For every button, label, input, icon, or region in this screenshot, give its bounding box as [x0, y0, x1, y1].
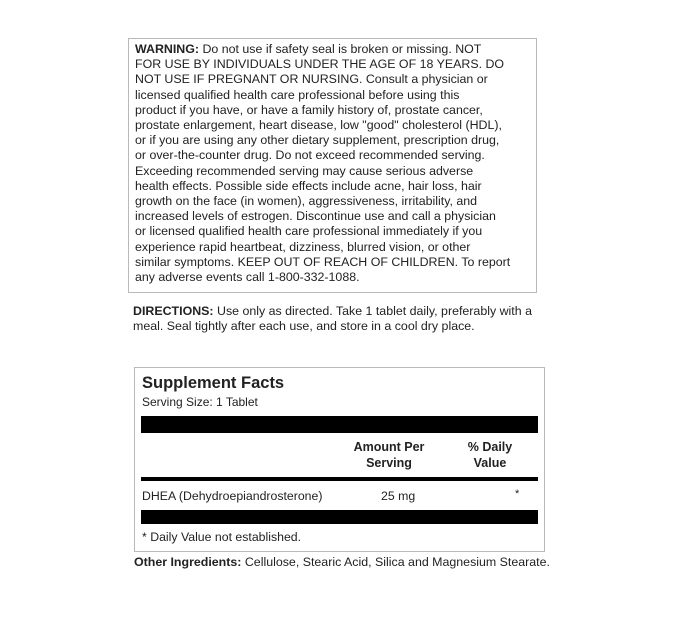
warning-line: product if you have, or have a family history of, prostate cancer, — [135, 102, 483, 117]
dv-header-line2: Value — [473, 456, 507, 470]
warning-line: or over-the-counter drug. Do not exceed recommended serving. — [135, 148, 485, 163]
warning-line — [135, 42, 530, 57]
ingredient-name: DHEA (Dehydroepiandrosterone) — [142, 489, 323, 503]
other-ingredients-text: Cellulose, Stearic Acid, Silica and Magnesium Stearate. — [241, 555, 550, 569]
warning-text: Do not use if safety seal is broken or missing. NOT — [199, 42, 482, 56]
supplement-facts-panel — [134, 367, 545, 552]
warning-line: prostate enlargement, heart disease, low "good" cholesterol (HDL), — [135, 118, 502, 133]
warning-line: or if you are using any other dietary supplement, prescription drug, — [135, 133, 500, 148]
warning-line: any adverse events call 1-800-332-1088. — [135, 270, 360, 285]
other-ingredients-paragraph — [134, 555, 554, 570]
warning-panel — [128, 38, 537, 293]
dv-header-line1: % Daily — [467, 440, 513, 454]
directions-text: Use only as directed. Take 1 tablet daily, preferably with a meal. Seal tightly after each use, and store in a cool dry place. — [133, 304, 532, 334]
serving-size: Serving Size: 1 Tablet — [142, 395, 258, 409]
warning-line: or licensed qualified health care professional immediately if you — [135, 224, 483, 239]
daily-value-header — [455, 439, 525, 471]
supplement-facts-title: Supplement Facts — [142, 374, 285, 392]
other-ingredients-label: Other Ingredients: — [134, 555, 242, 569]
ingredient-daily-value: * — [515, 488, 520, 500]
warning-line: health effects. Possible side effects include acne, hair loss, hair — [135, 178, 482, 193]
amount-header-line1: Amount Per — [353, 440, 425, 454]
warning-line: licensed qualified health care professional before using this — [135, 87, 460, 102]
directions-paragraph — [133, 304, 553, 334]
warning-line: Exceeding recommended serving may cause serious adverse — [135, 163, 474, 178]
bottom-divider-bar — [141, 510, 538, 524]
warning-line: growth on the face (in women), aggressiveness, irritability, and — [135, 194, 478, 209]
amount-per-serving-header — [345, 439, 433, 471]
header-divider-bar — [141, 477, 538, 481]
warning-line: experience rapid heartbeat, dizziness, blurred vision, or other — [135, 239, 471, 254]
amount-header-line2: Serving — [366, 456, 412, 470]
top-divider-bar — [141, 416, 538, 433]
warning-line: similar symptoms. KEEP OUT OF REACH OF CHILDREN. To report — [135, 254, 511, 269]
directions-label: DIRECTIONS: — [133, 304, 214, 318]
daily-value-footnote: * Daily Value not established. — [142, 530, 302, 544]
ingredient-amount: 25 mg — [381, 489, 416, 503]
warning-line: NOT USE IF PREGNANT OR NURSING. Consult a physician or — [135, 72, 488, 87]
warning-line: FOR USE BY INDIVIDUALS UNDER THE AGE OF 18 YEARS. DO — [135, 57, 505, 72]
warning-label: WARNING: — [135, 42, 200, 56]
warning-line: increased levels of estrogen. Discontinue use and call a physician — [135, 209, 496, 224]
